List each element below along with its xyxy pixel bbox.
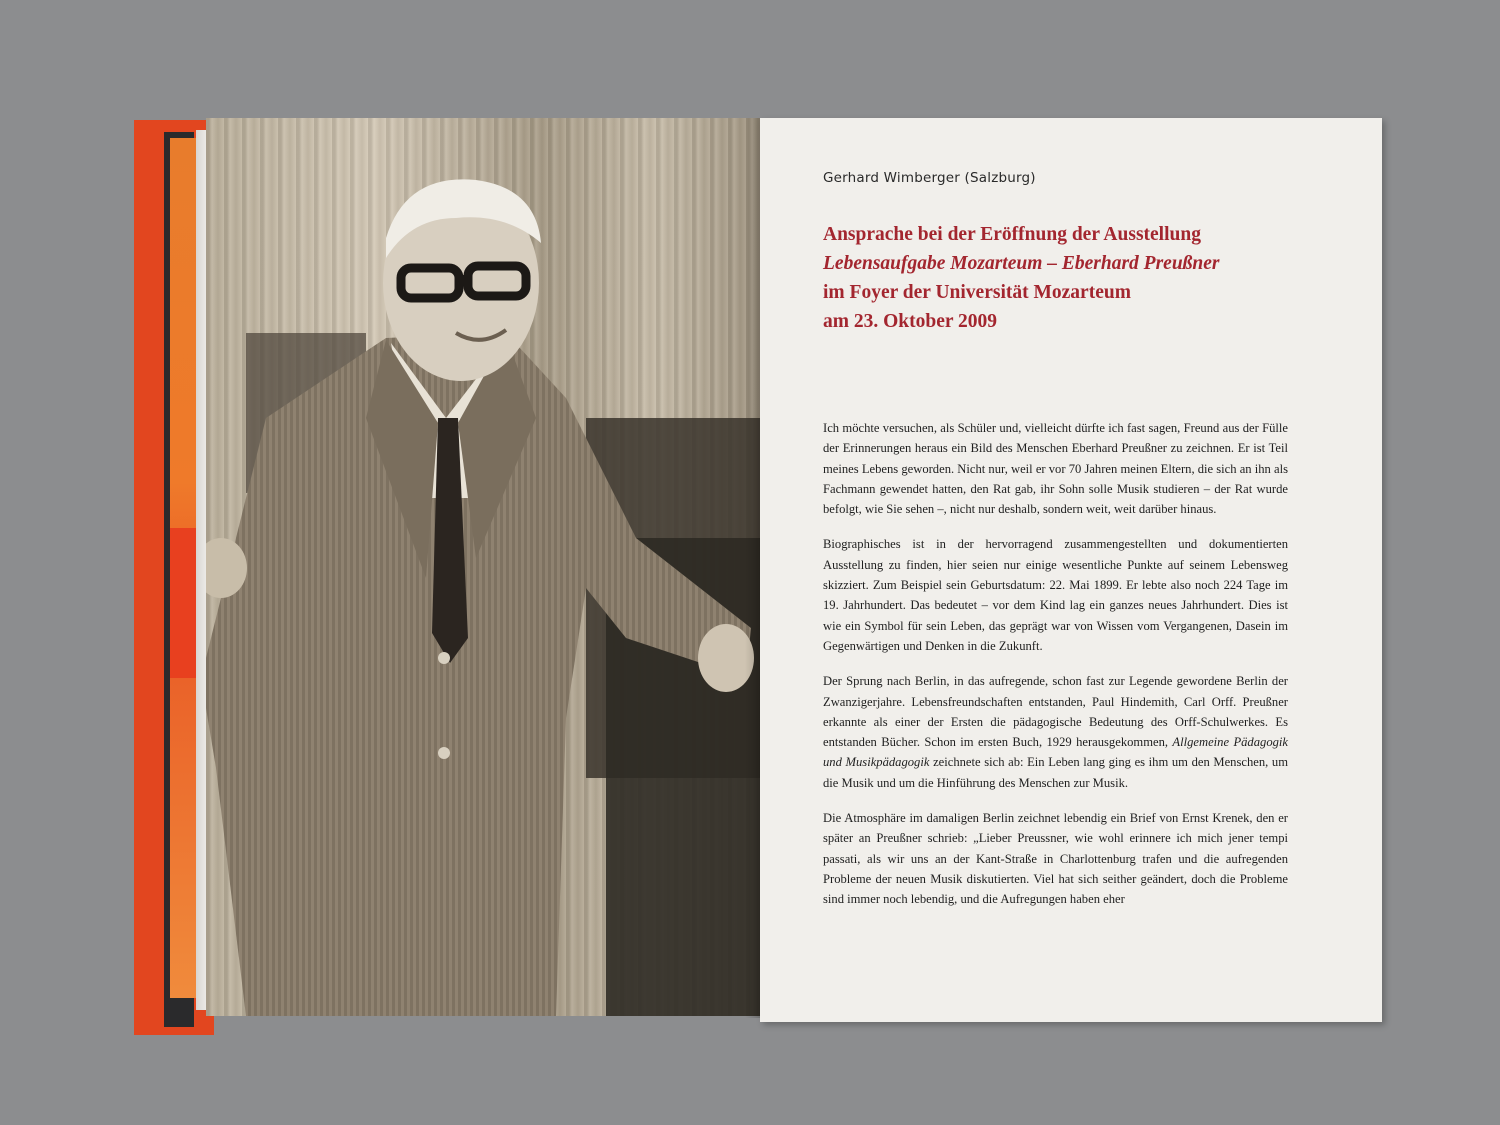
book-title: Allgemeine Pädagogik und Musikpädagogik — [823, 735, 1289, 770]
title-line-4: am 23. Oktober 2009 — [823, 311, 998, 332]
text-page — [760, 118, 1382, 1022]
paragraph-3-text-a: Der Sprung nach Berlin, in das aufregende, schon fast zur Legende gewordene Berlin der Zwanzigerjahre. Lebensfreundschaften entstanden, Paul Hindemith, Carl Orff. Preußner erkannte als einer der Ersten die pädagogische Bedeutung des Orff-Schulwerkes. Es entstanden Bücher. Schon im ersten Buch, 1929 herausgekommen, — [823, 674, 1288, 750]
portrait-illustration — [206, 118, 766, 1016]
paragraph-1: Ich möchte versuchen, als Schüler und, vielleicht dürfte ich fast sagen, Freund aus der Fülle der Erinnerungen heraus ein Bild des Menschen Eberhard Preußner zu zeichnen. Er ist Teil meines Lebens geworden. Nicht nur, weil er vor 70 Jahren meinen Eltern, die sich an ihn als Fachmann gewendet hatten, den Rat gab, ihr Sohn solle Musik studieren – der Rat wurde befolgt, wie Sie sehen –, nicht nur deshalb, sondern weit, weit darüber hinaus. — [823, 421, 1288, 517]
article-title — [823, 220, 1343, 336]
paragraph-3 — [823, 671, 1288, 793]
author-line: Gerhard Wimberger (Salzburg) — [823, 170, 1036, 186]
paragraph-4: Die Atmosphäre im damaligen Berlin zeichnet lebendig ein Brief von Ernst Krenek, den er später an Preußner schrieb: „Lieber Preussner, wie wohl erinnere ich mich jener tempi passati, als wir uns an der Kant-Straße in Charlottenburg trafen und die aufregenden Probleme der neuen Musik diskutierten. Viel hat sich seither geändert, doch die Probleme sind immer noch lebendig, und die Aufregungen haben eher — [823, 811, 1288, 907]
title-line-2: Lebensaufgabe Mozarteum – Eberhard Preußner — [823, 253, 1220, 274]
article-body — [823, 418, 1288, 925]
title-line-1: Ansprache bei der Eröffnung der Ausstellung — [823, 224, 1201, 245]
portrait-photo — [206, 118, 766, 1016]
photo-page — [206, 118, 766, 1016]
paragraph-3-text-b: zeichnete sich ab: Ein Leben lang ging es ihm um den Menschen, um die Musik und um die Hinführung des Menschen zur Musik. — [823, 755, 1289, 790]
title-line-3: im Foyer der Universität Mozarteum — [823, 282, 1131, 303]
paragraph-2: Biographisches ist in der hervorragend zusammengestellten und dokumentierten Ausstellung zu finden, hier seien nur einige wesentliche Punkte auf seinem Lebensweg skizziert. Zum Beispiel sein Geburtsdatum: 22. Mai 1899. Er lebte also noch 224 Tage im 19. Jahrhundert. Das bedeutet – vor dem Kind lag ein ganzes neues Jahrhundert. Dies ist wie ein Symbol für sein Leben, das geprägt war von Wissen vom Vergangenen, Dasein im Gegenwärtigen und Denken in die Zukunft. — [823, 537, 1288, 653]
